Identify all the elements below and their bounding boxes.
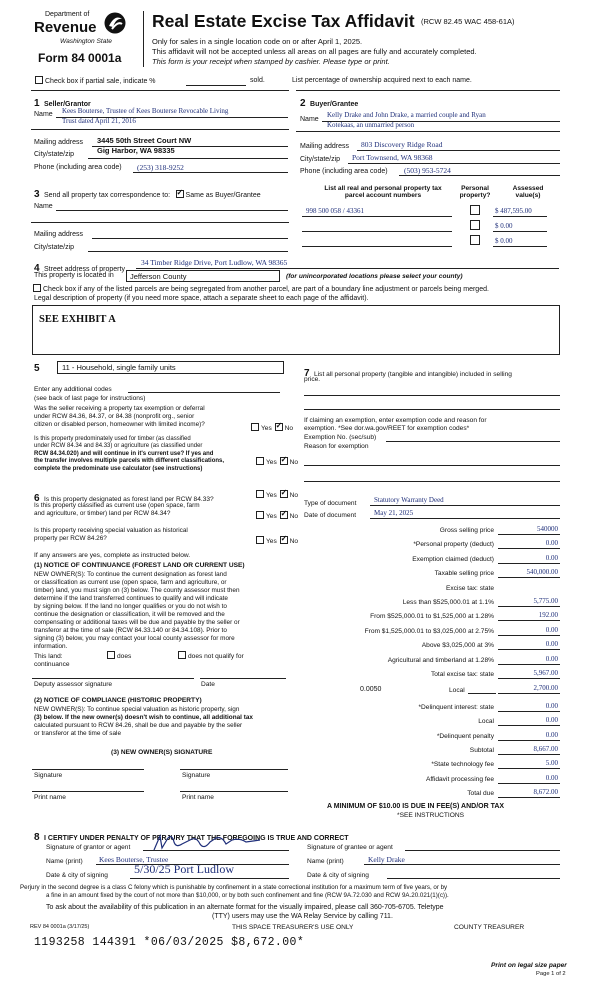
current-use-line2: and agriculture, or timber) land per RCW 84.34? xyxy=(34,510,171,517)
calc-value-rule xyxy=(498,797,560,798)
calc-value-rule xyxy=(498,548,560,549)
calc-label: Local xyxy=(478,718,494,726)
personal-property-line1: List all personal property (tangible and intangible) included in selling xyxy=(314,371,512,378)
notice2-line2: (3) below. If the new owner(s) doesn't wish to continue, all additional tax xyxy=(34,714,253,721)
county-treasurer-label: COUNTY TREASURER xyxy=(454,924,525,931)
exemption-question-line3: citizen or disabled person, homeowner with limited income)? xyxy=(34,421,205,428)
buyer-city-label: City/state/zip xyxy=(300,156,341,163)
calc-value-rule xyxy=(498,768,560,769)
seller-phone-rule xyxy=(133,172,288,173)
form-number: Form 84 0001a xyxy=(38,51,122,65)
parcel-rule-3 xyxy=(302,246,452,247)
calc-value[interactable]: 5,967.00 xyxy=(533,669,558,677)
calc-value[interactable]: 192.00 xyxy=(538,611,558,620)
current-use-no-label: No xyxy=(289,513,299,520)
seller-num: 1 xyxy=(34,98,40,109)
notice2-text xyxy=(34,706,300,738)
personal-property-checkbox-1[interactable] xyxy=(470,205,480,215)
calc-value-rule xyxy=(498,754,560,755)
historic-yes-checkbox[interactable] xyxy=(256,536,264,544)
q2-no-label: No xyxy=(289,459,299,466)
same-as-buyer-checkbox[interactable] xyxy=(176,190,184,198)
assessed-value-1[interactable]: $ 487,595.00 xyxy=(495,207,532,215)
form-statute: (RCW 82.45 WAC 458-61A) xyxy=(421,17,515,26)
exemption-question-line2: under RCW 84.36, 84.37, or 84.38 (nonprofit org., senior xyxy=(34,413,195,420)
exemption-no-rule xyxy=(386,441,560,442)
notice1-line6: continue the designation or classification, it will be removed and the xyxy=(34,611,225,618)
calc-label: Agricultural and timberland at 1.28% xyxy=(387,656,494,664)
local-leader xyxy=(468,693,496,694)
owner-signature-label-2: Signature xyxy=(182,772,211,779)
personal-property-row xyxy=(304,363,512,381)
current-use-no-checkbox[interactable] xyxy=(280,511,288,519)
historic-yes-label: Yes xyxy=(266,538,277,545)
q1-no-label: No xyxy=(284,425,294,432)
does-option xyxy=(106,651,131,660)
calc-value[interactable]: 540,000.00 xyxy=(526,568,558,577)
exemption-claim-line2: exemption. *See dor.wa.gov/REET for exemption codes* xyxy=(304,425,470,432)
seller-phone-value[interactable]: (253) 318-9252 xyxy=(137,163,184,172)
parcel-header-1 xyxy=(313,185,453,199)
current-use-yes-label: Yes xyxy=(266,513,277,520)
landuse-code-select[interactable]: 11 - Household, single family units xyxy=(57,361,284,374)
partial-sold-label: sold. xyxy=(250,77,265,84)
owner-print-rule-1 xyxy=(32,791,144,792)
calc-value[interactable]: 5.00 xyxy=(545,759,558,768)
seller-name-label: Name xyxy=(34,111,53,118)
doc-type-label: Type of document xyxy=(304,500,357,507)
parcel-header-1b: parcel account numbers xyxy=(344,192,422,199)
rule-top-left xyxy=(31,90,289,91)
forest-no-label: No xyxy=(289,492,299,499)
doc-date-rule xyxy=(370,518,560,519)
exemption-claim-line1: If claiming an exemption, enter exemption code and reason for xyxy=(304,417,487,424)
partial-percent-line xyxy=(186,85,246,86)
additional-codes-label: Enter any additional codes xyxy=(34,386,112,393)
timber-question-line5: complete the predominate use calculator (see instructions) xyxy=(34,465,203,472)
calc-label: *State technology fee xyxy=(431,761,494,769)
calc-label: Gross selling price xyxy=(439,527,494,534)
minimum-due-note: A MINIMUM OF $10.00 IS DUE IN FEE(S) AND/OR TAX xyxy=(327,803,505,810)
correspondence-num: 3 xyxy=(34,189,40,200)
q2-answer xyxy=(255,457,298,466)
personal-property-checkbox-3[interactable] xyxy=(470,235,480,245)
street-rule xyxy=(136,268,559,269)
this-land-label: This land: xyxy=(34,653,63,660)
calc-label: Affidavit processing fee xyxy=(425,775,494,783)
header-divider xyxy=(143,11,144,67)
calc-label: *Delinquent interest: state xyxy=(418,704,494,711)
timber-question-line4: the transfer involves multiple parcels with different classifications, xyxy=(34,458,225,465)
corr-name-rule-2 xyxy=(31,222,289,223)
current-use-line1: Is this property classified as current use (open space, farm xyxy=(34,502,200,509)
ownership-note: List percentage of ownership acquired next to each name. xyxy=(292,77,472,84)
buyer-name-line1[interactable]: Kelly Drake and John Drake, a married couple and Ryan xyxy=(327,111,486,119)
q1-yes-checkbox[interactable] xyxy=(251,423,259,431)
seller-city-label: City/state/zip xyxy=(34,151,75,158)
notice1-line1: NEW OWNER(S): To continue the current designation as forest land xyxy=(34,571,227,578)
notice1-line5: by signing below. If the land no longer qualifies or you do not wish to xyxy=(34,603,227,610)
parcel-header-3b: value(s) xyxy=(515,192,541,199)
calc-value[interactable]: 0.00 xyxy=(545,654,558,663)
forest-answer xyxy=(255,490,298,499)
section8-num: 8 xyxy=(34,832,40,843)
grantor-name-label: Name (print) xyxy=(46,858,83,865)
continuance-label: continuance xyxy=(34,661,70,668)
located-label: This property is located in xyxy=(34,272,114,279)
calc-value-rule xyxy=(498,711,560,712)
current-use-answer xyxy=(255,511,298,520)
treasurer-stamp: 1193258 144391 *06/03/2025 $8,672.00* xyxy=(34,936,305,949)
header-line-2: This affidavit will not be accepted unless all areas on all pages are fully and accurately completed. xyxy=(152,47,477,56)
grantor-signature[interactable] xyxy=(150,832,270,854)
corr-mailing-rule xyxy=(92,238,288,239)
calc-value-rule xyxy=(498,664,560,665)
rev-number: REV 84 0001a (3/17/25) xyxy=(30,924,90,930)
assessed-rule-1 xyxy=(493,216,547,217)
calc-value-rule xyxy=(498,740,560,741)
calc-label: Above $3,025,000 at 3% xyxy=(421,642,494,650)
owner-sig-rule-1 xyxy=(32,769,144,770)
does-not-checkbox[interactable] xyxy=(178,651,186,659)
historic-line1: Is this property receiving special valuation as historical xyxy=(34,527,188,534)
parcel-header-1a: List all real and personal property tax xyxy=(324,185,442,192)
grantor-date-label: Date & city of signing xyxy=(46,872,108,879)
notice2-line4: or transferor at the time of sale xyxy=(34,730,122,737)
legal-description-value: SEE EXHIBIT A xyxy=(39,314,116,325)
correspondence-row xyxy=(34,184,261,202)
legal-description-box[interactable] xyxy=(32,305,560,355)
revenue-logo-icon xyxy=(103,11,127,35)
grantee-name-rule xyxy=(364,864,560,865)
buyer-phone-rule xyxy=(399,175,560,176)
calc-value[interactable]: 0.00 xyxy=(545,716,558,725)
deputy-date-label: Date xyxy=(201,681,215,688)
local-value-rule xyxy=(498,693,560,694)
buyer-heading-label: Buyer/Grantee xyxy=(310,101,359,108)
partial-sale-row xyxy=(34,76,156,85)
personal-property-line2: price. xyxy=(304,376,321,383)
owner-print-label-1: Print name xyxy=(34,794,66,801)
buyer-heading xyxy=(300,93,358,111)
segregate-label: Check box if any of the listed parcels are being segregated from another parcel, are part of a boundary line adjustment or parcels being merged. xyxy=(43,286,489,293)
revenue-logo-text: Revenue xyxy=(34,19,97,36)
q1-answer xyxy=(250,423,293,432)
notice1-line9: signing (3) below, you may contact your local county assessor for more xyxy=(34,635,235,642)
owner-sig-rule-2 xyxy=(180,769,288,770)
calc-value[interactable]: 0.00 xyxy=(545,553,558,562)
segregate-row xyxy=(32,284,489,293)
buyer-phone-value[interactable]: (503) 953-5724 xyxy=(404,166,451,175)
calc-label: Exemption claimed (deduct) xyxy=(412,555,494,563)
owner-print-label-2: Print name xyxy=(182,794,214,801)
does-checkbox[interactable] xyxy=(107,651,115,659)
seller-mailing-label: Mailing address xyxy=(34,139,84,146)
timber-question xyxy=(34,436,254,473)
calc-value[interactable]: 5,775.00 xyxy=(533,597,558,605)
exemption-reason-label: Reason for exemption xyxy=(304,443,369,450)
personal-property-checkbox-2[interactable] xyxy=(470,220,480,230)
treasurer-use-label: THIS SPACE TREASURER'S USE ONLY xyxy=(232,924,354,931)
current-use-yes-checkbox[interactable] xyxy=(256,511,264,519)
street-num: 4 xyxy=(34,263,40,274)
owner-print-rule-2 xyxy=(180,791,288,792)
calc-value-rule xyxy=(498,534,560,535)
forest-question: Is this property designated as forest land per RCW 84.33? xyxy=(44,496,214,503)
local-rate-value[interactable]: 0.0050 xyxy=(360,686,382,693)
partial-sale-label: Check box if partial sale, indicate % xyxy=(45,78,156,85)
pp-rule-2 xyxy=(304,409,560,410)
landuse-num: 5 xyxy=(34,363,40,374)
deputy-sig-rule xyxy=(32,678,194,679)
seller-name-line1[interactable]: Kees Bouterse, Trustee of Kees Bouterse Revocable Living xyxy=(62,107,229,115)
timber-question-line3: RCW 84.34.020) and will continue in it's current use? If yes and xyxy=(34,450,214,457)
calc-value-rule xyxy=(498,563,560,564)
washington-state-text: Washington State xyxy=(60,38,112,45)
q1-no-checkbox[interactable] xyxy=(275,423,283,431)
calc-label: Less than $525,000.01 at 1.1% xyxy=(402,599,494,606)
notice1-line2: or classification as current use (open space, farm and agriculture, or xyxy=(34,579,227,586)
street-label: Street address of property xyxy=(44,266,125,273)
seller-heading-label: Seller/Grantor xyxy=(44,101,91,108)
does-not-label: does not qualify for xyxy=(188,653,244,660)
grantor-date-value[interactable]: 5/30/25 Port Ludlow xyxy=(134,862,235,876)
grantor-sig-label: Signature of grantor or agent xyxy=(46,844,131,851)
seller-rule-2 xyxy=(31,129,289,130)
corr-city-label: City/state/zip xyxy=(34,244,75,251)
grantor-name-value[interactable]: Kees Bouterse, Trustee xyxy=(99,855,169,864)
county-select[interactable]: Jefferson County xyxy=(126,270,280,282)
historic-no-label: No xyxy=(289,538,299,545)
parcel-header-2b: property? xyxy=(459,192,491,199)
q2-yes-label: Yes xyxy=(266,459,277,466)
notice1-line7: compensating or additional taxes will be due and payable by the seller or xyxy=(34,619,240,626)
parcel-header-3 xyxy=(504,185,552,199)
historic-line2: property per RCW 84.26? xyxy=(34,535,107,542)
buyer-mailing-rule xyxy=(357,150,560,151)
assessed-rule-2 xyxy=(493,231,547,232)
buyer-name-line2[interactable]: Kotekaas, an unmarried person xyxy=(327,121,415,129)
partial-sale-checkbox[interactable] xyxy=(35,76,43,84)
alt-format-line-2: (TTY) users may use the WA Relay Service by calling 711. xyxy=(212,913,393,920)
same-as-buyer-label: Same as Buyer/Grantee xyxy=(185,192,261,199)
buyer-city-value[interactable]: Port Townsend, WA 98368 xyxy=(352,153,433,162)
certify-text: I CERTIFY UNDER PENALTY OF PERJURY THAT THE FOREGOING IS TRUE AND CORRECT xyxy=(44,835,349,842)
local-value[interactable]: 2,700.00 xyxy=(533,684,558,692)
section7-num: 7 xyxy=(304,368,310,379)
owner-signature-label-1: Signature xyxy=(34,772,63,779)
calc-label: Taxable selling price xyxy=(434,570,494,578)
if-any-text: If any answers are yes, complete as instructed below. xyxy=(34,552,191,559)
buyer-name-label: Name xyxy=(300,116,319,123)
buyer-mailing-label: Mailing address xyxy=(300,143,350,150)
segregate-checkbox[interactable] xyxy=(33,284,41,292)
rule-top-right xyxy=(296,90,560,91)
historic-answer xyxy=(255,536,298,545)
does-not-option xyxy=(177,651,244,660)
buyer-phone-label: Phone (including area code) xyxy=(300,168,388,175)
local-label: Local xyxy=(449,687,465,694)
assessed-value-2[interactable]: $ 0.00 xyxy=(495,222,513,230)
notice1-line10: information. xyxy=(34,643,68,650)
corr-name-label: Name xyxy=(34,203,53,210)
calc-label: From $525,000.01 to $1,525,000 at 1.28% xyxy=(370,613,494,621)
calc-label: Total due xyxy=(467,789,494,797)
calc-value[interactable]: 8,667.00 xyxy=(533,744,558,753)
forest-yes-checkbox[interactable] xyxy=(256,490,264,498)
doc-type-rule xyxy=(370,505,560,506)
forest-yes-label: Yes xyxy=(266,492,277,499)
calc-value[interactable]: 0.00 xyxy=(545,625,558,634)
forest-no-checkbox[interactable] xyxy=(280,490,288,498)
seller-city-value[interactable]: Gig Harbor, WA 98335 xyxy=(97,146,175,155)
calc-value[interactable]: 0.00 xyxy=(545,702,558,710)
see-back-text: (see back of last page for instructions) xyxy=(34,395,146,402)
timber-question-line2: under RCW 84.34 and 84.33) or agriculture (as classified under xyxy=(34,443,203,450)
calc-label: From $1,525,000.01 to $3,025,000 at 2.75% xyxy=(364,627,494,635)
corr-mailing-label: Mailing address xyxy=(34,231,84,238)
form-title: Real Estate Excise Tax Affidavit xyxy=(152,11,415,31)
calc-value[interactable]: 0.00 xyxy=(545,640,558,649)
county-note: (for unincorporated locations please select your county) xyxy=(286,273,463,280)
calc-value[interactable]: 0.00 xyxy=(545,773,558,782)
reason-rule-1 xyxy=(304,465,560,466)
correspondence-label: Send all property tax correspondence to: xyxy=(44,192,171,199)
parcel-header-3a: Assessed xyxy=(512,185,544,192)
section6-num: 6 xyxy=(34,493,40,504)
seller-name-line2[interactable]: Trust dated April 21, 2016 xyxy=(62,117,136,125)
grantor-date-rule xyxy=(130,878,289,879)
buyer-mailing-value[interactable]: 803 Discovery Ridge Road xyxy=(361,140,443,149)
calc-value[interactable]: 0.00 xyxy=(545,730,558,739)
historic-no-checkbox[interactable] xyxy=(280,536,288,544)
seller-mailing-value[interactable]: 3445 50th Street Court NW xyxy=(97,136,192,145)
parcel-rule-2 xyxy=(302,231,452,232)
alt-format-line-1: To ask about the availability of this publication in an alternate format for the visually impaired, please call 360-705-6705. Teletype xyxy=(46,904,444,911)
seller-phone-label: Phone (including area code) xyxy=(34,164,122,171)
calc-value-rule xyxy=(498,783,560,784)
notice2-line3: calculated pursuant to RCW 84.26, shall be due and payable by the seller xyxy=(34,722,243,729)
grantee-date-label: Date & city of signing xyxy=(307,872,369,879)
grantee-sig-label: Signature of grantee or agent xyxy=(307,844,393,851)
additional-codes-rule xyxy=(128,392,280,393)
doc-type-value[interactable]: Statutory Warranty Deed xyxy=(374,496,444,504)
legal-label: Legal description of property (if you need more space, attach a separate sheet to each page of the affidavit). xyxy=(34,295,369,302)
deputy-date-rule xyxy=(200,678,286,679)
reason-rule-2 xyxy=(304,481,560,482)
street-value[interactable]: 34 Timber Ridge Drive, Port Ludlow, WA 98365 xyxy=(141,258,288,267)
corr-name-rule xyxy=(56,210,288,211)
q1-yes-label: Yes xyxy=(261,425,272,432)
parcel-header-2 xyxy=(455,185,495,199)
buyer-rule-2 xyxy=(296,131,560,132)
q2-yes-checkbox[interactable] xyxy=(256,457,264,465)
calc-label: *Personal property (deduct) xyxy=(413,541,494,549)
notice1-line3: timber) land, you must sign on (3) below. The county assessor must then xyxy=(34,587,240,594)
parcel-header-2a: Personal xyxy=(461,185,489,192)
print-legal-note: Print on legal size paper xyxy=(491,962,567,969)
current-use-question xyxy=(34,502,254,518)
see-instructions-note: *SEE INSTRUCTIONS xyxy=(397,812,465,819)
calc-value[interactable]: 0.00 xyxy=(545,539,558,548)
calc-label: Excise tax: state xyxy=(445,584,494,592)
does-label: does xyxy=(117,653,132,660)
calc-value[interactable]: 8,672.00 xyxy=(533,787,558,796)
header-line-1: Only for sales in a single location code on or after April 1, 2025. xyxy=(152,37,363,46)
assessed-value-3[interactable]: $ 0.00 xyxy=(495,237,513,245)
calc-label: Total excise tax: state xyxy=(430,671,494,678)
pp-rule-1 xyxy=(304,395,560,396)
exemption-question xyxy=(34,405,274,429)
calc-value-rule xyxy=(498,635,560,636)
buyer-num: 2 xyxy=(300,98,306,109)
grantee-sig-rule xyxy=(405,850,560,851)
calc-value-rule xyxy=(498,725,560,726)
exemption-no-label: Exemption No. (sec/sub) xyxy=(304,434,377,441)
seller-city-rule xyxy=(88,158,288,159)
parcel-account-1[interactable]: 998 500 058 / 43361 xyxy=(306,207,364,215)
deputy-sig-label: Deputy assessor signature xyxy=(34,681,113,688)
calc-label: *Delinquent penalty xyxy=(436,732,494,740)
notice1-line4: determine if the land transferred continues to qualify and will indicate xyxy=(34,595,228,602)
assessed-rule-3 xyxy=(493,246,547,247)
grantee-name-label: Name (print) xyxy=(307,858,344,865)
notice2-line1: NEW OWNER(S): To continue special valuation as historic property, sign xyxy=(34,706,240,713)
perjury-line-1: Perjury in the second degree is a class C felony which is punishable by confinement in a state correctional institution for a maximum term of five years, or by xyxy=(20,884,448,891)
perjury-line-2: a fine in an amount fixed by the court of not more than $10,000, or by both such confinement and fine (RCW 9A.72.030 and RCW 9A.20.021(1)(c)). xyxy=(46,892,449,899)
calc-value-rule xyxy=(498,678,560,679)
calc-value-rule xyxy=(498,649,560,650)
corr-city-rule xyxy=(88,251,288,252)
timber-question-line1: Is this property predominately used for timber (as classified xyxy=(34,436,191,442)
buyer-city-rule xyxy=(348,163,560,164)
header-line-3: This form is your receipt when stamped by cashier. Please type or print. xyxy=(152,57,390,66)
notice1-title: (1) NOTICE OF CONTINUANCE (FOREST LAND OR CURRENT USE) xyxy=(34,562,245,569)
notice3-title: (3) NEW OWNER(S) SIGNATURE xyxy=(111,749,213,756)
calc-value-rule xyxy=(498,577,560,578)
historic-question xyxy=(34,527,254,543)
calc-value-rule xyxy=(498,606,560,607)
calc-label: Subtotal xyxy=(469,746,494,754)
dept-of-text: Department of xyxy=(45,11,90,18)
doc-date-label: Date of document xyxy=(304,512,357,519)
calc-value-rule xyxy=(498,620,560,621)
grantee-date-rule xyxy=(387,878,560,879)
exemption-question-line1: Was the seller receiving a property tax exemption or deferral xyxy=(34,405,205,412)
parcel-rule-1 xyxy=(302,216,452,217)
page-number: Page 1 of 2 xyxy=(536,971,566,977)
q2-no-checkbox[interactable] xyxy=(280,457,288,465)
grantee-name-value[interactable]: Kelly Drake xyxy=(368,855,405,864)
notice1-text xyxy=(34,571,300,651)
notice1-line8: transferor at the time of sale (RCW 84.33.140 or 84.34.108). Prior to xyxy=(34,627,227,634)
calc-value[interactable]: 540000 xyxy=(537,525,558,533)
notice2-title: (2) NOTICE OF COMPLIANCE (HISTORIC PROPERTY) xyxy=(34,697,202,704)
doc-date-value[interactable]: May 21, 2025 xyxy=(374,509,414,517)
